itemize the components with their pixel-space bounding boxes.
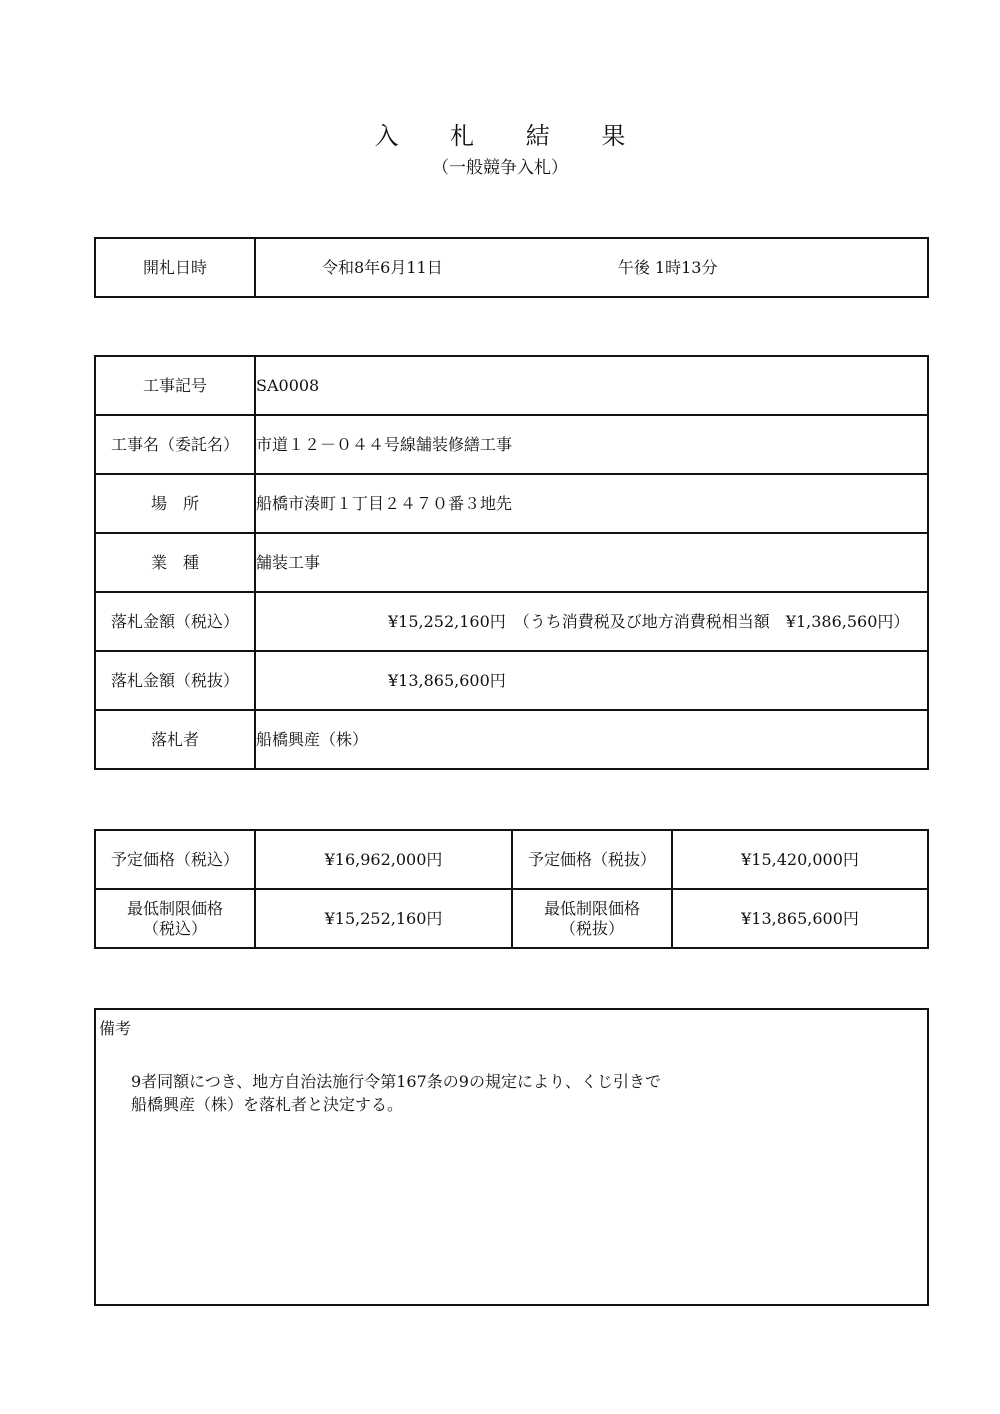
remarks-label: 備考 bbox=[99, 1019, 132, 1038]
planned-price-row bbox=[95, 830, 928, 889]
opening-datetime-label: 開札日時 bbox=[95, 238, 255, 297]
detail-row-location bbox=[95, 474, 928, 533]
planned-price-tax-ex-value: ¥15,420,000円 bbox=[672, 830, 928, 889]
industry-value: 舗装工事 bbox=[255, 533, 928, 592]
minimum-price-tax-in-label-line1: 最低制限価格 bbox=[126, 898, 223, 918]
opening-datetime-row bbox=[95, 238, 928, 297]
price-table bbox=[94, 829, 929, 949]
award-tax-in-value: ¥15,252,160円 （うち消費税及び地方消費税相当額 ¥1,386,560円） bbox=[255, 592, 928, 651]
winner-value: 船橋興産（株） bbox=[255, 710, 928, 769]
minimum-price-tax-in-label-line2: （税込） bbox=[142, 918, 207, 938]
winner-label: 落札者 bbox=[95, 710, 255, 769]
detail-row-winner bbox=[95, 710, 928, 769]
work-name-label: 工事名（委託名） bbox=[95, 415, 255, 474]
planned-price-tax-ex-label: 予定価格（税抜） bbox=[512, 830, 672, 889]
contract-details-table bbox=[94, 355, 929, 770]
detail-row-work-code bbox=[95, 356, 928, 415]
work-code-label: 工事記号 bbox=[95, 356, 255, 415]
opening-time: 午後 1時13分 bbox=[617, 257, 718, 277]
detail-row-award-tax-in bbox=[95, 592, 928, 651]
remarks-line-2: 船橋興産（株）を落札者と決定する。 bbox=[131, 1095, 404, 1114]
opening-datetime-table bbox=[94, 237, 929, 298]
minimum-price-tax-ex-label bbox=[512, 889, 672, 948]
opening-date: 令和8年6月11日 bbox=[322, 257, 443, 277]
work-name-value: 市道１２－０４４号線舗装修繕工事 bbox=[255, 415, 928, 474]
remarks-text bbox=[131, 1070, 661, 1116]
remarks-box bbox=[94, 1008, 929, 1306]
minimum-price-tax-ex-label-line1: 最低制限価格 bbox=[543, 898, 640, 918]
work-code-value: SA0008 bbox=[255, 356, 928, 415]
detail-row-industry bbox=[95, 533, 928, 592]
document-title: 入 札 結 果 bbox=[374, 122, 648, 150]
remarks-line-1: 9者同額につき、地方自治法施行令第167条の9の規定により、くじ引きで bbox=[131, 1072, 661, 1091]
detail-row-award-tax-ex bbox=[95, 651, 928, 710]
award-tax-ex-label: 落札金額（税抜） bbox=[95, 651, 255, 710]
award-tax-in-label: 落札金額（税込） bbox=[95, 592, 255, 651]
planned-price-tax-in-label: 予定価格（税込） bbox=[95, 830, 255, 889]
award-tax-ex-value: ¥13,865,600円 bbox=[255, 651, 928, 710]
minimum-price-tax-ex-label-line2: （税抜） bbox=[559, 918, 624, 938]
document-subtitle: （一般競争入札） bbox=[432, 158, 568, 178]
opening-datetime-value bbox=[255, 238, 928, 297]
minimum-price-tax-in-value: ¥15,252,160円 bbox=[255, 889, 512, 948]
minimum-price-tax-in-label bbox=[95, 889, 255, 948]
industry-label: 業 種 bbox=[95, 533, 255, 592]
planned-price-tax-in-value: ¥16,962,000円 bbox=[255, 830, 512, 889]
location-label: 場 所 bbox=[95, 474, 255, 533]
minimum-price-tax-ex-value: ¥13,865,600円 bbox=[672, 889, 928, 948]
location-value: 船橋市湊町１丁目２４７０番３地先 bbox=[255, 474, 928, 533]
minimum-price-row bbox=[95, 889, 928, 948]
detail-row-work-name bbox=[95, 415, 928, 474]
